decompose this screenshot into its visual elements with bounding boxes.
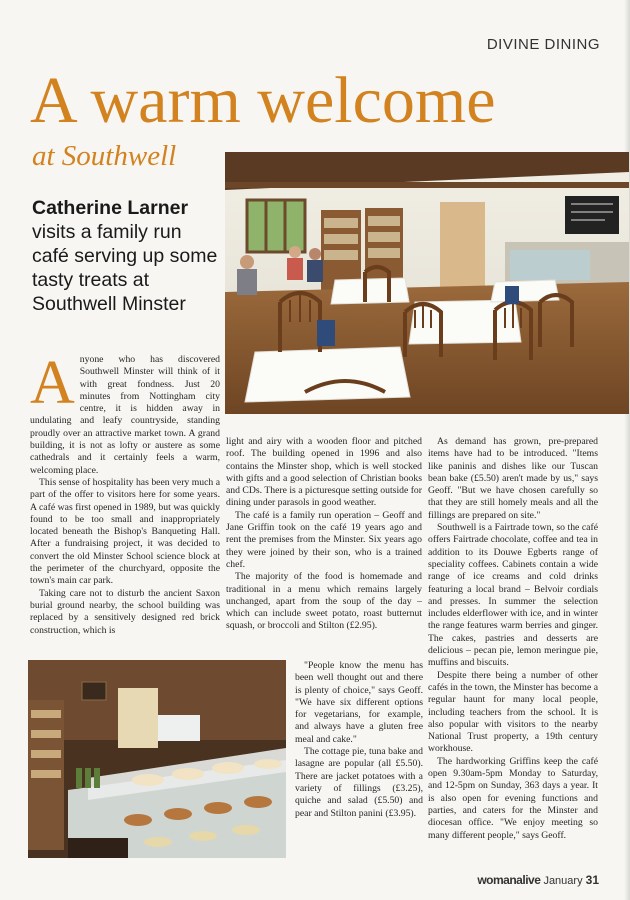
body-paragraph: Anyone who has discovered Southwell Minster will think of it with great fondness. Just 20 minutes from Nottingham city centre, it is hidden away in undulating and leafy countryside, standing proudly over an attractive market town. A grand building, it is not as lofty or austere as some cathedrals and it certainly feels a warm, welcoming place. (30, 349, 220, 476)
body-column-3 (428, 436, 598, 842)
body-paragraph: The cottage pie, tuna bake and lasagne are popular (all £5.50). There are jacket potatoes with a variety of fillings (£3.25), quiche and salad (£5.50) and pear and Stilton panini (£3.95). (295, 746, 423, 819)
body-paragraph: This sense of hospitality has been very much a part of the offer to visitors here for some years. A café was first opened in 1989, but was quickly found to be too small and inappropriately located beneath the Bishop's Banqueting Hall. After a fundraising project, it was decided to convert the old Minster School science block at the perimeter of the churchyard, opposite the town's main car park. (30, 476, 220, 587)
section-label: DIVINE DINING (486, 36, 600, 53)
page-footer (477, 873, 599, 887)
food-counter-illustration (28, 660, 286, 858)
body-paragraph: Despite there being a number of other cafés in the town, the Minster has become a regular haunt for many local people, including teachers from the school. It is also popular with visitors to the nearby National Trust property, a 19th century workhouse. (428, 669, 598, 755)
body-paragraph: The hardworking Griffins keep the café open 9.30am-5pm Monday to Saturday, and 12-5pm on Sunday, 363 days a year. It is also open for evening functions and parties, and caters for the Minster and diocesan office. "We enjoy meeting so many different people," says Geoff. (428, 755, 598, 841)
body-paragraph: As demand has grown, pre-prepared items have had to be introduced. "Items like paninis and dishes like our Tuscan bean bake (£5.50) aren't made by us," says Geoff. "But we have chosen carefully so that they are still homely meals and all the fillings are prepared on site." (428, 436, 598, 521)
body-column-2-continued (295, 660, 423, 820)
magazine-brand: womanalive (477, 873, 541, 887)
headline: A warm welcome (30, 64, 496, 137)
body-paragraph: The café is a family run operation – Geoff and Jane Griffin took on the café 19 years ago and rent the premises from the Minster. Six years ago they were joined by their son, who is a trained chef. (226, 509, 422, 570)
author-name: Catherine Larner (32, 197, 189, 219)
standfirst (32, 196, 222, 316)
page-spine-shadow (624, 0, 630, 900)
cafe-interior-illustration (225, 152, 629, 414)
food-counter-photo (28, 660, 286, 858)
body-paragraph: The majority of the food is homemade and traditional in a menu which remains largely unchanged, apart from the soup of the day – which can include sweet potato, roast butternut squash, or broccoli and Stilton (£2.95). (226, 571, 422, 632)
cafe-interior-photo (225, 152, 629, 414)
standfirst-text: visits a family run café serving up some tasty treats at Southwell Minster (32, 221, 218, 315)
issue-month: January (543, 875, 583, 887)
page-number: 31 (585, 873, 599, 887)
body-column-2 (226, 436, 422, 633)
body-paragraph: Taking care not to disturb the ancient Saxon burial ground nearby, the school building was replaced by a sensitively designed red brick construction, which is (30, 587, 220, 636)
body-paragraph: light and airy with a wooden floor and pitched roof. The building opened in 1996 and also contains the Minster shop, which is well stocked with gifts and a good selection of Christian books and CDs. There is a picturesque setting outside for dining under parasols in good weather. (226, 436, 422, 509)
body-paragraph: "People know the menu has been well thought out and there is plenty of choice," says Geoff. "We have six different options for vegetarians, for example, and always have a gluten free meal and cake." (295, 660, 423, 745)
drop-cap: A (30, 349, 75, 417)
body-paragraph: Southwell is a Fairtrade town, so the café offers Fairtrade chocolate, coffee and tea in addition to its Douwe Egberts range of speciality coffees. Cabinets contain a wide range of ice creams and cold drinks featuring a local brand – Belvoir cordials and presses. In summer the selection includes elderflower with ice, and in winter the range features warm berries and ginger. The cakes, pastries and desserts are delicious – pecan pie, lemon meringue pie, muffins and biscuits. (428, 522, 598, 669)
subheadline: at Southwell (32, 140, 177, 172)
body-column-1 (30, 349, 220, 637)
